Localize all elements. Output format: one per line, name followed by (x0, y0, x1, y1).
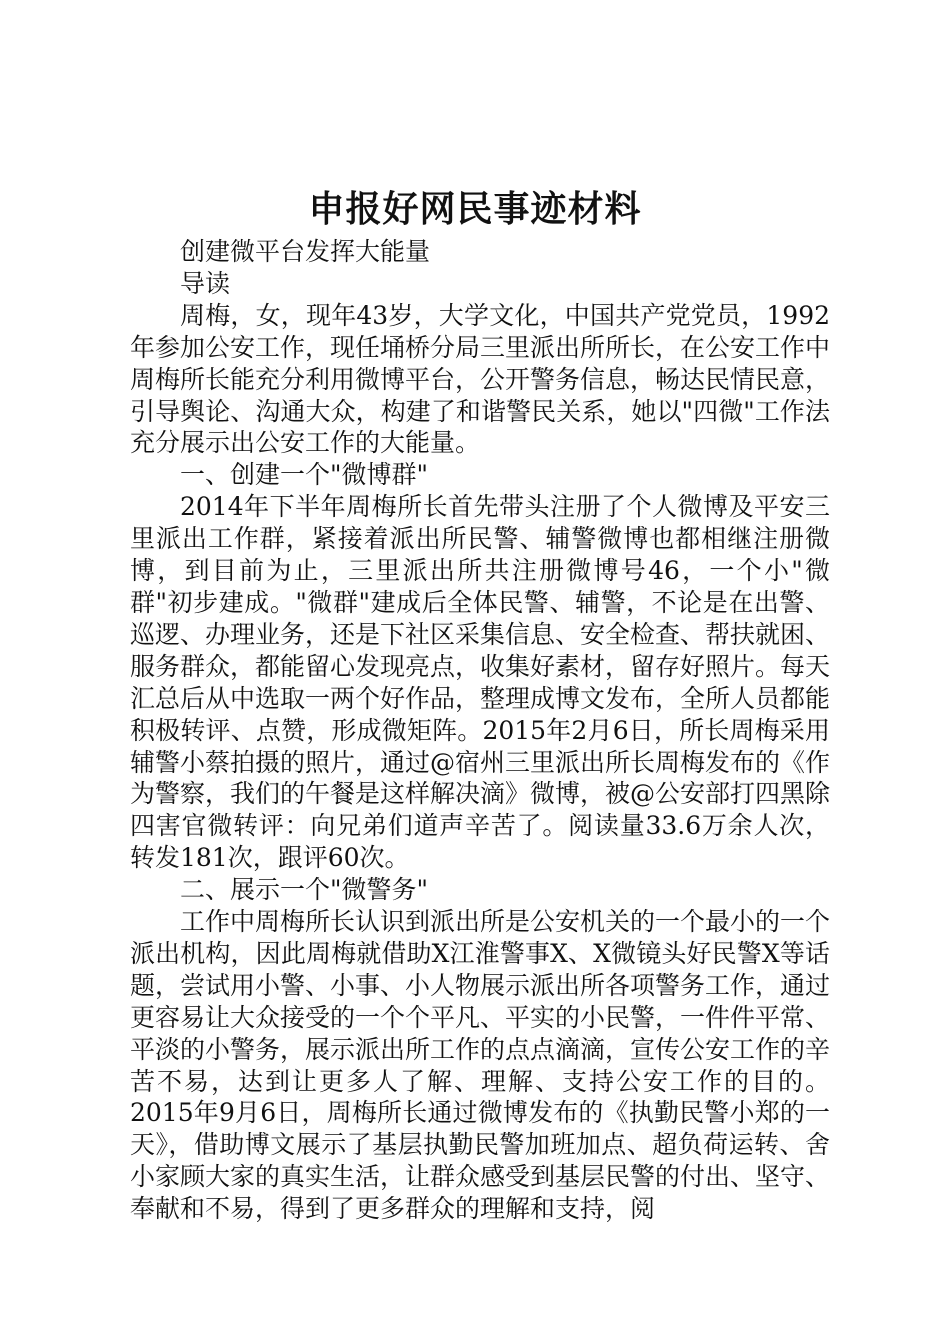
intro-paragraph: 周梅，女，现年43岁，大学文化，中国共产党党员，1992年参加公安工作，现任埇桥分局三里派出所所长，在公安工作中周梅所长能充分利用微博平台，公开警务信息，畅达民情民意，引导舆论、沟通大众，构建了和谐警民关系，她以"四微"工作法充分展示出公安工作的大能量。 (130, 300, 831, 458)
subtitle-paragraph: 创建微平台发挥大能量 (180, 237, 431, 266)
section-body-1: 2014年下半年周梅所长首先带头注册了个人微博及平安三里派出工作群，紧接着派出所民警、辅警微博也都相继注册微博，到目前为止，三里派出所共注册微博号46，一个小"微群"初步建成。"微群"建成后全体民警、辅警，不论是在出警、巡逻、办理业务，还是下社区采集信息、安全检查、帮扶就困、服务群众，都能留心发现亮点，收集好素材，留存好照片。每天汇总后从中选取一两个好作品，整理成博文发布，全所人员都能积极转评、点赞，形成微矩阵。2015年2月6日，所长周梅采用辅警小蔡拍摄的照片，通过@宿州三里派出所长周梅发布的《作为警察，我们的午餐是这样解决滴》微博，被@公安部打四黑除四害官微转评：向兄弟们道声辛苦了。阅读量33.6万余人次，转发181次，跟评60次。 (130, 492, 831, 873)
section-heading-2: 二、展示一个"微警务" (180, 875, 428, 905)
guide-label-paragraph: 导读 (180, 268, 231, 298)
section-body-2: 工作中周梅所长认识到派出所是公安机关的一个最小的一个派出机构，因此周梅就借助X江淮警事X、X微镜头好民警X等话题，尝试用小警、小事、小人物展示派出所各项警务工作，通过更容易让大众接受的一个个平凡、平实的小民警，一件件平常、平淡的小警务，展示派出所工作的点点滴滴，宣传公安工作的辛苦不易，达到让更多人了解、理解、支持公安工作的目的。2015年9月6日，周梅所长通过微博发布的《执勤民警小郑的一天》，借助博文展示了基层执勤民警加班加点、超负荷运转、舍小家顾大家的真实生活，让群众感受到基层民警的付出、坚守、奉献和不易，得到了更多群众的理解和支持，阅 (130, 907, 831, 1224)
document-title: 申报好网民事迹材料 (308, 188, 642, 230)
section-heading-1: 一、创建一个"微博群" (180, 460, 428, 490)
document-body (130, 236, 830, 1225)
